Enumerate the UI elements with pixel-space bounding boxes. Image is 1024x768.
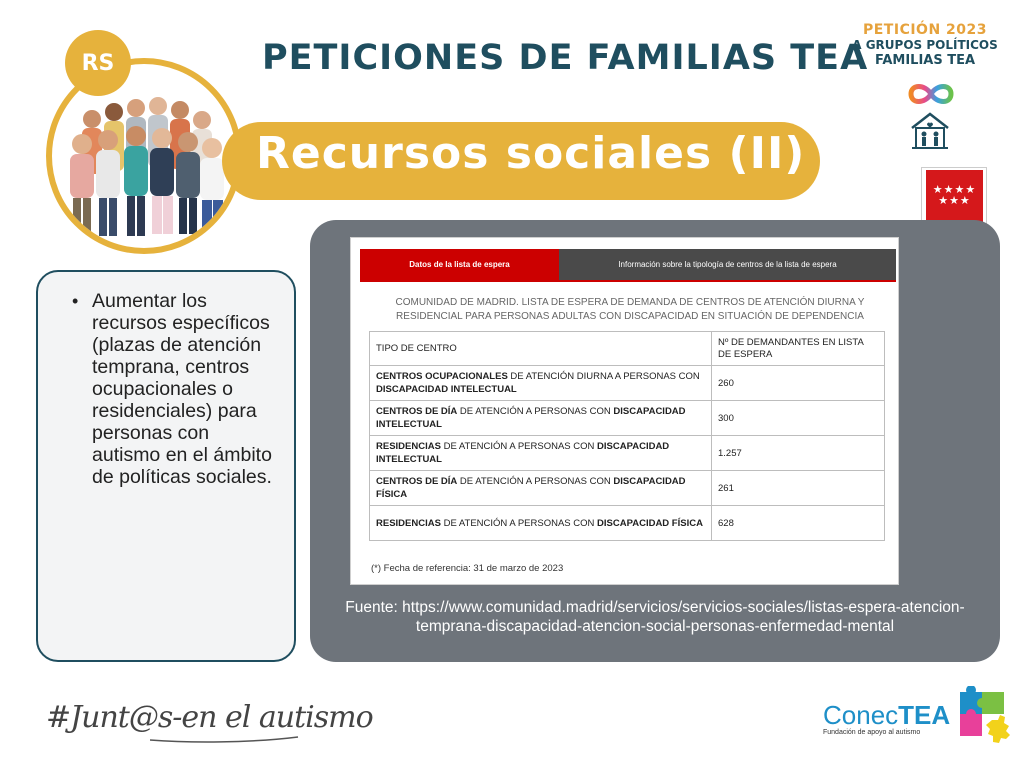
source-link[interactable]: Fuente: https://www.comunidad.madrid/servicios/servicios-sociales/listas-espera-atencion-temprana-discapacidad-atencion-social-personas-enfermedad-mental [345,599,965,635]
puzzle-icon [952,686,1012,748]
petition-block [850,22,1000,68]
count-cell: 628 [712,506,885,541]
waiting-list-table [369,331,885,541]
bullet-item: • Aumentar los recursos específicos (plazas de atención temprana, centros ocupacionales o residenciales) para personas con autismo en el ámbito de políticas sociales. [62,290,280,488]
center-type-cell: CENTROS DE DÍA DE ATENCIÓN A PERSONAS CON DISCAPACIDAD FÍSICA [370,471,712,506]
tab-underline [360,280,896,282]
table-row [370,436,885,471]
count-cell: 300 [712,401,885,436]
left-text-panel [36,270,296,662]
brand-tagline: Fundación de apoyo al autismo [823,729,921,736]
family-house-icon [908,110,952,152]
tab-center-types-info[interactable]: Información sobre la tipología de centros de la lista de espera [559,249,896,280]
brand-part2: TEA [898,700,951,730]
center-type-cell: CENTROS DE DÍA DE ATENCIÓN A PERSONAS CON DISCAPACIDAD INTELECTUAL [370,401,712,436]
table-row [370,366,885,401]
waiting-list-screenshot [350,237,899,585]
people-group-illustration [52,64,236,248]
bullet-list [62,290,280,488]
table-row [370,471,885,506]
hashtag-signature: #Junt@s-en el autismo [46,700,373,735]
table-row [370,506,885,541]
rs-badge: RS [65,30,131,96]
reference-date-note: (*) Fecha de referencia: 31 de marzo de 2023 [371,563,564,574]
count-cell: 1.257 [712,436,885,471]
infinity-icon [905,80,957,108]
center-type-cell: CENTROS OCUPACIONALES DE ATENCIÓN DIURNA A PERSONAS CON DISCAPACIDAD INTELECTUAL [370,366,712,401]
madrid-flag [926,170,983,227]
sheet-title: COMUNIDAD DE MADRID. LISTA DE ESPERA DE DEMANDA DE CENTROS DE ATENCIÓN DIURNA Y RESIDENCIAL PARA PERSONAS ADULTAS CON DISCAPACIDAD EN SITUACIÓN DE DEPENDENCIA [395,297,865,322]
stars-icon: ★★★★ ★★★ [932,183,977,207]
center-type-cell: RESIDENCIAS DE ATENCIÓN A PERSONAS CON DISCAPACIDAD FÍSICA [370,506,712,541]
petition-line1: A GRUPOS POLÍTICOS [852,38,998,52]
conectea-logo [823,700,950,736]
center-type-cell: RESIDENCIAS DE ATENCIÓN A PERSONAS CON DISCAPACIDAD INTELECTUAL [370,436,712,471]
count-cell: 260 [712,366,885,401]
page-title: PETICIONES DE FAMILIAS TEA [262,38,869,78]
petition-year: PETICIÓN 2023 [862,22,988,38]
table-row [370,401,885,436]
count-cell: 261 [712,471,885,506]
tab-waiting-list-data[interactable]: Datos de la lista de espera [360,249,559,280]
petition-line2: FAMILIAS TEA [874,53,976,68]
table-header-row [370,332,885,366]
hashtag-underline [150,736,300,744]
column-header-type: TIPO DE CENTRO [370,332,712,366]
brand-part1: Conec [823,700,899,730]
column-header-count: Nº DE DEMANDANTES EN LISTA DE ESPERA [712,332,885,366]
subtitle: Recursos sociales (II) [256,128,806,179]
